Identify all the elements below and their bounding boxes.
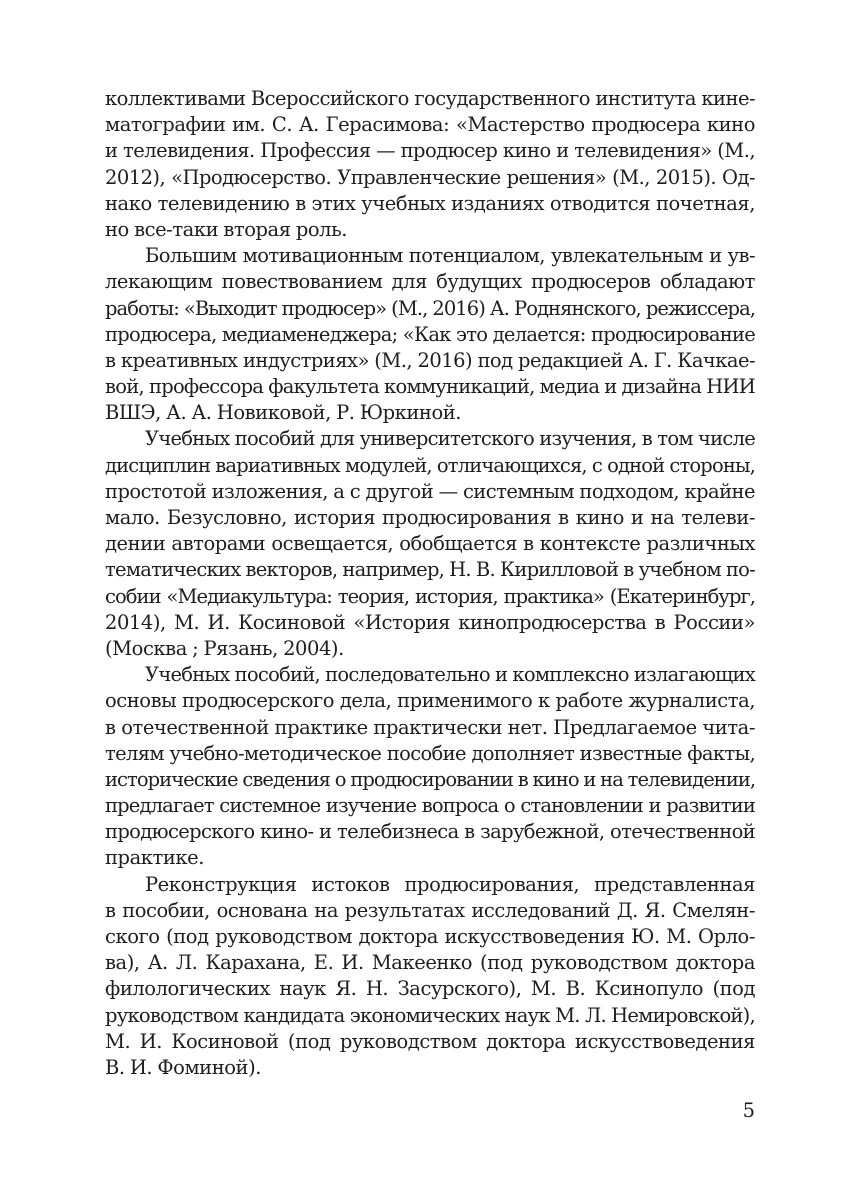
text-line: филологических наук Я. Н. Засурского), М. В. Ксинопуло (под xyxy=(105,977,755,1001)
text-line: основы продюсерского дела, применимого к работе журналиста, xyxy=(105,689,755,713)
text-line: руководством кандидата экономических наук М. Л. Немировской), xyxy=(105,1003,755,1027)
text-line: матографии им. С. А. Герасимова: «Мастерство продюсера кино xyxy=(105,113,755,137)
page-body xyxy=(105,86,755,1081)
text-line: работы: «Выходит продюсер» (М., 2016) А. Роднянского, режиссера, xyxy=(105,296,755,320)
text-line: в креативных индустриях» (М., 2016) под редакцией А. Г. Качкае- xyxy=(105,348,755,372)
text-line: коллективами Всероссийского государственного института кине- xyxy=(105,87,755,110)
text-line: в отечественной практике практически нет. Предлагаемое чита- xyxy=(105,715,755,739)
text-line: исторические сведения о продюсировании в кино и на телевидении, xyxy=(105,767,756,791)
text-line: нако телевидению в этих учебных изданиях отводится почетная, xyxy=(105,191,755,215)
text-line: предлагает системное изучение вопроса о становлении и развитии xyxy=(105,794,755,818)
text-line: продюсера, медиаменеджера; «Как это делается: продюсирование xyxy=(105,322,755,346)
text-line: простотой изложения, а с другой — системным подходом, крайне xyxy=(105,479,755,503)
text-line: 2012), «Продюсерство. Управленческие решения» (М., 2015). Од- xyxy=(105,165,755,189)
text-line: практике. xyxy=(105,846,204,870)
paragraph-4 xyxy=(105,662,755,872)
text-line: Учебных пособий, последовательно и комплексно излагающих xyxy=(145,663,755,687)
text-line: телям учебно-методическое пособие дополняет известные факты, xyxy=(105,741,755,765)
text-line: дисциплин вариативных модулей, отличающихся, с одной стороны, xyxy=(105,453,755,477)
text-line: дении авторами освещается, обобщается в контексте различных xyxy=(105,532,755,556)
text-line: 2014), М. И. Косиновой «История кинопродюсерства в России» xyxy=(105,610,755,634)
text-line: Реконструкция истоков продюсирования, представленная xyxy=(145,872,755,896)
text-line: вой, профессора факультета коммуникаций, медиа и дизайна НИИ xyxy=(105,375,755,399)
paragraph-5 xyxy=(105,872,755,1082)
text-line: но все-таки вторая роль. xyxy=(105,217,347,241)
text-line: собии «Медиакультура: теория, история, практика» (Екатеринбург, xyxy=(105,584,755,608)
text-line: Большим мотивационным потенциалом, увлекательным и ув- xyxy=(145,244,755,268)
text-line: в пособии, основана на результатах исследований Д. Я. Смелян- xyxy=(105,898,755,922)
text-line: (Москва ; Рязань, 2004). xyxy=(105,636,344,660)
text-line: лекающим повествованием для будущих продюсеров обладают xyxy=(105,270,755,294)
text-line: М. И. Косиновой (под руководством доктора искусствоведения xyxy=(105,1029,755,1053)
paragraph-2 xyxy=(105,243,755,426)
paragraph-3 xyxy=(105,426,755,662)
text-line: мало. Безусловно, история продюсирования в кино и на телеви- xyxy=(105,506,755,529)
text-line: ва), А. Л. Карахана, Е. И. Макеенко (под руководством доктора xyxy=(105,951,755,975)
text-line: и телевидения. Профессия — продюсер кино и телевидения» (М., xyxy=(105,139,755,163)
paragraph-1 xyxy=(105,86,755,243)
text-line: Учебных пособий для университетского изучения, в том числе xyxy=(145,427,755,451)
text-line: тематических векторов, например, Н. В. Кирилловой в учебном по- xyxy=(105,558,755,582)
text-line: В. И. Фоминой). xyxy=(105,1055,262,1079)
text-line: ВШЭ, А. А. Новиковой, Р. Юркиной. xyxy=(105,401,462,425)
page-number: 5 xyxy=(742,1099,755,1122)
text-line: ского (под руководством доктора искусствоведения Ю. М. Орло- xyxy=(105,925,755,948)
text-line: продюсерского кино- и телебизнеса в зарубежной, отечественной xyxy=(105,820,755,844)
